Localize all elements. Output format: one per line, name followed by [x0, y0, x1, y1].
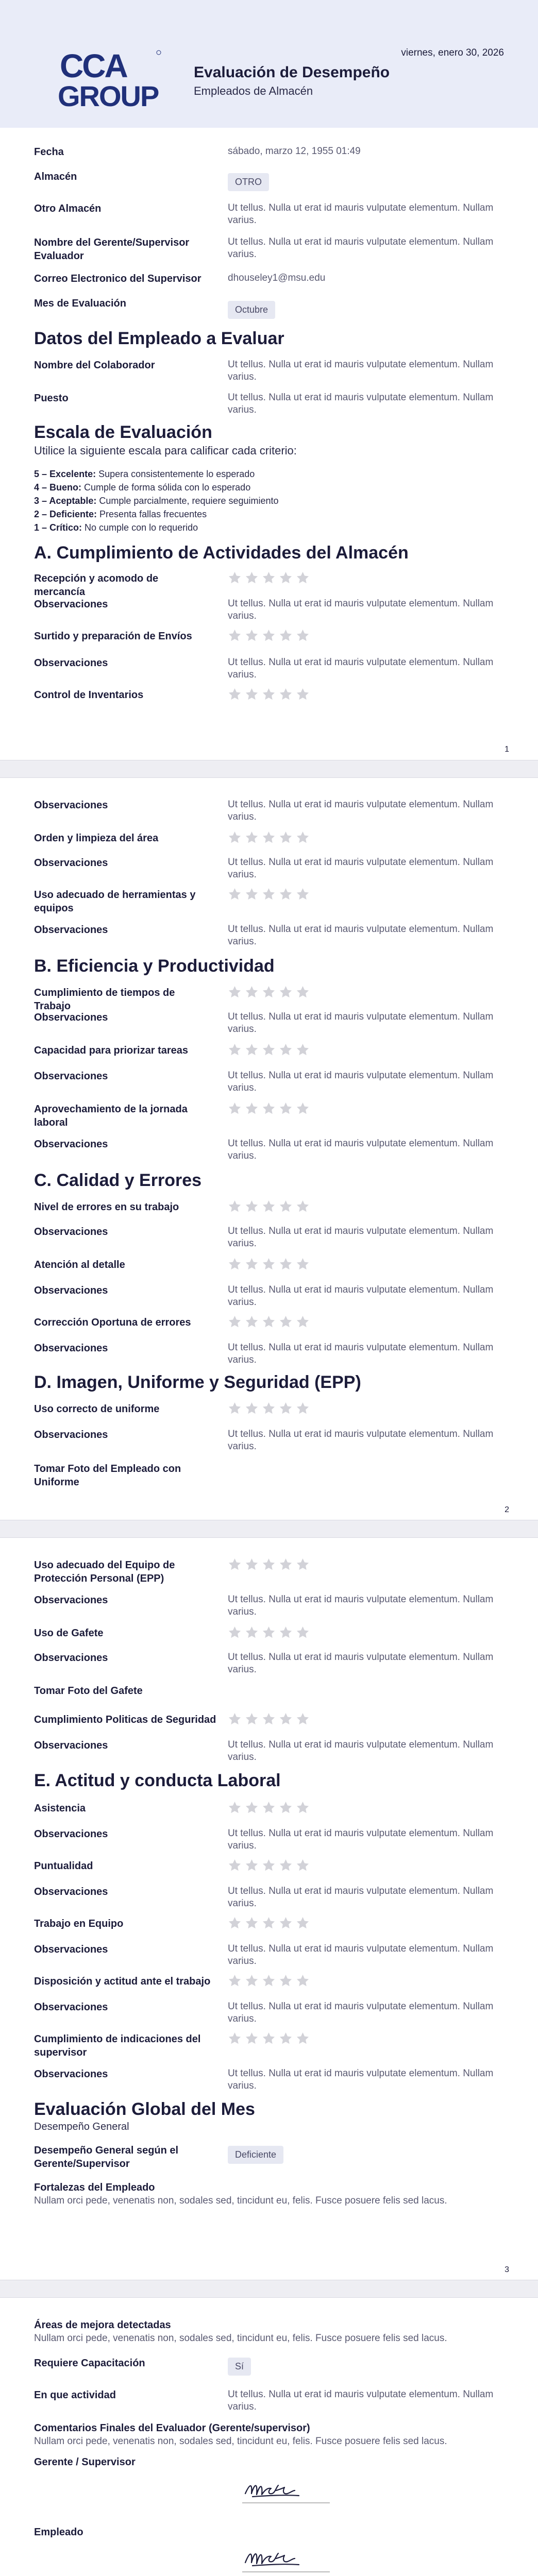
rating-stars[interactable] — [228, 887, 310, 901]
star-icon[interactable] — [296, 1557, 310, 1571]
star-icon[interactable] — [296, 687, 310, 701]
section-title-d: D. Imagen, Uniforme y Seguridad (EPP) — [34, 1372, 361, 1392]
star-icon[interactable] — [228, 1557, 242, 1571]
star-icon[interactable] — [296, 1257, 310, 1271]
star-icon[interactable] — [279, 1257, 293, 1271]
page-separator — [0, 2280, 538, 2298]
star-icon[interactable] — [262, 1315, 276, 1329]
page-subtitle: Empleados de Almacén — [194, 84, 313, 97]
criterion-label: Uso adecuado de herramientas y equipos — [34, 889, 196, 914]
star-icon[interactable] — [279, 2031, 293, 2045]
page-separator — [0, 1520, 538, 1538]
field-value: Ut tellus. Nulla ut erat id mauris vulputate elementum. Nullam varius. — [228, 857, 494, 880]
criterion-label: Asistencia — [34, 1803, 86, 1814]
criterion-label: Atención al detalle — [34, 1259, 125, 1270]
star-icon[interactable] — [296, 1315, 310, 1329]
star-icon[interactable] — [228, 687, 242, 701]
star-icon[interactable] — [296, 629, 310, 642]
star-icon[interactable] — [245, 1557, 259, 1571]
field-label: Gerente / Supervisor — [34, 2456, 136, 2468]
page-4 — [0, 2298, 538, 2576]
star-icon[interactable] — [228, 1916, 242, 1930]
criterion-label: Uso adecuado del Equipo de Protección Personal (EPP) — [34, 1560, 175, 1584]
field-label: Mes de Evaluación — [34, 298, 126, 309]
star-icon[interactable] — [279, 1043, 293, 1057]
star-icon[interactable] — [296, 1916, 310, 1930]
star-icon[interactable] — [245, 629, 259, 642]
criterion-label: Disposición y actitud ante el trabajo — [34, 1976, 211, 1987]
star-icon[interactable] — [228, 1199, 242, 1213]
field-value: Ut tellus. Nulla ut erat id mauris vulputate elementum. Nullam varius. — [228, 924, 494, 947]
star-icon[interactable] — [228, 571, 242, 585]
criterion-label: Corrección Oportuna de errores — [34, 1317, 191, 1328]
star-icon[interactable] — [262, 1916, 276, 1930]
star-icon[interactable] — [262, 985, 276, 999]
field-value: Ut tellus. Nulla ut erat id mauris vulputate elementum. Nullam varius. — [228, 1226, 494, 1249]
field-label: Observaciones — [34, 1740, 108, 1751]
field-value: Ut tellus. Nulla ut erat id mauris vulputate elementum. Nullam varius. — [228, 1342, 494, 1365]
field-value: dhouseley1@msu.edu — [228, 273, 326, 283]
star-icon[interactable] — [228, 1315, 242, 1329]
section-title-global: Evaluación Global del Mes — [34, 2099, 255, 2119]
field-label: Tomar Foto del Gafete — [34, 1685, 143, 1697]
star-icon[interactable] — [228, 1858, 242, 1872]
field-label: Observaciones — [34, 2002, 108, 2013]
page-3 — [0, 1538, 538, 2280]
star-icon[interactable] — [245, 887, 259, 901]
criterion-label: Nivel de errores en su trabajo — [34, 1201, 179, 1213]
field-value: Ut tellus. Nulla ut erat id mauris vulputate elementum. Nullam varius. — [228, 392, 494, 415]
criterion-label: Cumplimiento de tiempos de Trabajo — [34, 987, 175, 1012]
star-icon[interactable] — [296, 1199, 310, 1213]
rating-stars[interactable] — [228, 1315, 310, 1329]
field-label: Observaciones — [34, 1944, 108, 1955]
areas-mejora-text: Nullam orci pede, venenatis non, sodales sed, tincidunt eu, felis. Fusce posuere felis sed lacus. — [34, 2333, 447, 2344]
field-label: Observaciones — [34, 1429, 108, 1440]
field-label: Requiere Capacitación — [34, 2358, 145, 2369]
star-icon[interactable] — [245, 687, 259, 701]
field-label: Tomar Foto del Empleado con Uniforme — [34, 1463, 181, 1488]
rating-stars[interactable] — [228, 1625, 310, 1639]
star-icon[interactable] — [262, 1257, 276, 1271]
field-value: Ut tellus. Nulla ut erat id mauris vulputate elementum. Nullam varius. — [228, 236, 494, 260]
field-label: Fecha — [34, 146, 64, 158]
scale-item-3: 3 – Aceptable: Cumple parcialmente, requiere seguimiento — [34, 496, 279, 506]
star-icon[interactable] — [296, 1974, 310, 1988]
star-icon[interactable] — [279, 985, 293, 999]
criterion-label: Control de Inventarios — [34, 689, 144, 701]
field-label: Observaciones — [34, 857, 108, 869]
field-label: Áreas de mejora detectadas — [34, 2319, 171, 2331]
star-icon[interactable] — [296, 1625, 310, 1639]
field-value: Ut tellus. Nulla ut erat id mauris vulputate elementum. Nullam varius. — [228, 2001, 494, 2024]
fortalezas-text: Nullam orci pede, venenatis non, sodales sed, tincidunt eu, felis. Fusce posuere felis sed lacus. — [34, 2195, 447, 2206]
rating-stars[interactable] — [228, 1257, 310, 1271]
svg-text:CCA: CCA — [60, 47, 127, 84]
criterion-label: Cumplimiento Politicas de Seguridad — [34, 1714, 216, 1725]
page-title: Evaluación de Desempeño — [194, 64, 390, 81]
star-icon[interactable] — [245, 1257, 259, 1271]
signature-empleado — [242, 2540, 330, 2576]
rating-stars[interactable] — [228, 1101, 310, 1115]
star-icon[interactable] — [262, 1199, 276, 1213]
star-icon[interactable] — [296, 1801, 310, 1815]
star-icon[interactable] — [279, 1974, 293, 1988]
star-icon[interactable] — [279, 831, 293, 844]
field-value: Ut tellus. Nulla ut erat id mauris vulputate elementum. Nullam varius. — [228, 1429, 494, 1452]
field-value: Ut tellus. Nulla ut erat id mauris vulputate elementum. Nullam varius. — [228, 1011, 494, 1035]
comentarios-text: Nullam orci pede, venenatis non, sodales sed, tincidunt eu, felis. Fusce posuere felis sed lacus. — [34, 2436, 447, 2447]
field-value: Ut tellus. Nulla ut erat id mauris vulputate elementum. Nullam varius. — [228, 2389, 494, 2412]
field-value: Ut tellus. Nulla ut erat id mauris vulputate elementum. Nullam varius. — [228, 1886, 494, 1909]
star-icon[interactable] — [262, 1101, 276, 1115]
star-icon[interactable] — [245, 1625, 259, 1639]
star-icon[interactable] — [228, 1101, 242, 1115]
rating-stars[interactable] — [228, 1557, 310, 1571]
field-label: Puesto — [34, 393, 69, 404]
star-icon[interactable] — [228, 1043, 242, 1057]
star-icon[interactable] — [245, 1801, 259, 1815]
star-icon[interactable] — [245, 1043, 259, 1057]
criterion-label: Surtido y preparación de Envíos — [34, 631, 192, 642]
star-icon[interactable] — [228, 1625, 242, 1639]
rating-stars[interactable] — [228, 571, 310, 585]
star-icon[interactable] — [262, 1801, 276, 1815]
star-icon[interactable] — [228, 831, 242, 844]
star-icon[interactable] — [296, 571, 310, 585]
field-label: Observaciones — [34, 599, 108, 610]
star-icon[interactable] — [228, 1712, 242, 1726]
field-label: Observaciones — [34, 1071, 108, 1082]
section-title-escala: Escala de Evaluación — [34, 422, 212, 442]
field-value: Ut tellus. Nulla ut erat id mauris vulputate elementum. Nullam varius. — [228, 359, 494, 382]
star-icon[interactable] — [228, 1401, 242, 1415]
page-number: 3 — [505, 2265, 509, 2274]
signature-gerente — [242, 2473, 330, 2509]
field-label: Fortalezas del Empleado — [34, 2182, 155, 2193]
star-icon[interactable] — [262, 1043, 276, 1057]
star-icon[interactable] — [262, 571, 276, 585]
rating-stars[interactable] — [228, 687, 310, 701]
desempeno-chip: Deficiente — [228, 2146, 283, 2164]
field-label: Desempeño General según el Gerente/Supervisor — [34, 2145, 179, 2170]
star-icon[interactable] — [245, 1199, 259, 1213]
field-value: Ut tellus. Nulla ut erat id mauris vulputate elementum. Nullam varius. — [228, 799, 494, 822]
star-icon[interactable] — [245, 1712, 259, 1726]
field-value: Ut tellus. Nulla ut erat id mauris vulputate elementum. Nullam varius. — [228, 1739, 494, 1762]
svg-text:GROUP: GROUP — [58, 80, 159, 108]
field-value: Ut tellus. Nulla ut erat id mauris vulputate elementum. Nullam varius. — [228, 1138, 494, 1161]
star-icon[interactable] — [296, 831, 310, 844]
field-value: Ut tellus. Nulla ut erat id mauris vulputate elementum. Nullam varius. — [228, 1828, 494, 1851]
page-2 — [0, 778, 538, 1520]
page-1 — [0, 0, 538, 760]
field-value: Ut tellus. Nulla ut erat id mauris vulputate elementum. Nullam varius. — [228, 1594, 494, 1617]
criterion-label: Aprovechamiento de la jornada laboral — [34, 1104, 188, 1128]
almacen-chip: OTRO — [228, 173, 269, 191]
star-icon[interactable] — [279, 629, 293, 642]
scale-item-2: 2 – Deficiente: Presenta fallas frecuentes — [34, 509, 207, 519]
field-label: Comentarios Finales del Evaluador (Gerente/supervisor) — [34, 2422, 310, 2434]
star-icon[interactable] — [296, 1101, 310, 1115]
field-value: sábado, marzo 12, 1955 01:49 — [228, 146, 361, 157]
escala-subtitle: Utilice la siguiente escala para calificar cada criterio: — [34, 444, 297, 457]
star-icon[interactable] — [245, 1916, 259, 1930]
rating-stars[interactable] — [228, 1858, 310, 1872]
star-icon[interactable] — [262, 1401, 276, 1415]
star-icon[interactable] — [228, 985, 242, 999]
star-icon[interactable] — [245, 1401, 259, 1415]
star-icon[interactable] — [296, 1043, 310, 1057]
star-icon[interactable] — [262, 1974, 276, 1988]
star-icon[interactable] — [245, 985, 259, 999]
scale-item-1: 1 – Crítico: No cumple con lo requerido — [34, 522, 198, 533]
star-icon[interactable] — [262, 687, 276, 701]
field-value: Ut tellus. Nulla ut erat id mauris vulputate elementum. Nullam varius. — [228, 1943, 494, 1967]
criterion-label: Cumplimiento de indicaciones del supervisor — [34, 2033, 201, 2058]
star-icon[interactable] — [262, 1712, 276, 1726]
field-label: Observaciones — [34, 1012, 108, 1023]
star-icon[interactable] — [296, 887, 310, 901]
field-label: Observaciones — [34, 800, 108, 811]
star-icon[interactable] — [296, 1401, 310, 1415]
rating-stars[interactable] — [228, 1199, 310, 1213]
star-icon[interactable] — [245, 1858, 259, 1872]
rating-stars[interactable] — [228, 1043, 310, 1057]
rating-stars[interactable] — [228, 1712, 310, 1726]
mes-chip: Octubre — [228, 301, 275, 319]
star-icon[interactable] — [296, 2031, 310, 2045]
field-label: Nombre del Colaborador — [34, 360, 155, 371]
section-title-a: A. Cumplimiento de Actividades del Almacén — [34, 543, 409, 563]
field-label: En que actividad — [34, 2389, 116, 2401]
rating-stars[interactable] — [228, 2031, 310, 2045]
star-icon[interactable] — [279, 1801, 293, 1815]
capacitacion-chip: Sí — [228, 2358, 251, 2376]
star-icon[interactable] — [245, 2031, 259, 2045]
star-icon[interactable] — [228, 1257, 242, 1271]
field-label: Correo Electronico del Supervisor — [34, 273, 201, 284]
star-icon[interactable] — [228, 2031, 242, 2045]
field-label: Observaciones — [34, 2069, 108, 2080]
rating-stars[interactable] — [228, 1401, 310, 1415]
field-value: Ut tellus. Nulla ut erat id mauris vulputate elementum. Nullam varius. — [228, 1070, 494, 1093]
field-value: Ut tellus. Nulla ut erat id mauris vulputate elementum. Nullam varius. — [228, 2068, 494, 2091]
star-icon[interactable] — [262, 1858, 276, 1872]
criterion-label: Uso de Gafete — [34, 1628, 104, 1639]
field-value: Ut tellus. Nulla ut erat id mauris vulputate elementum. Nullam varius. — [228, 598, 494, 621]
field-label: Observaciones — [34, 1285, 108, 1296]
field-label: Observaciones — [34, 1226, 108, 1238]
star-icon[interactable] — [262, 2031, 276, 2045]
rating-stars[interactable] — [228, 985, 310, 999]
field-label: Observaciones — [34, 1828, 108, 1840]
field-label: Nombre del Gerente/Supervisor Evaluador — [34, 237, 190, 262]
star-icon[interactable] — [228, 1801, 242, 1815]
rating-stars[interactable] — [228, 1916, 310, 1930]
star-icon[interactable] — [279, 1199, 293, 1213]
rating-stars[interactable] — [228, 629, 310, 642]
star-icon[interactable] — [262, 1557, 276, 1571]
field-value: Ut tellus. Nulla ut erat id mauris vulputate elementum. Nullam varius. — [228, 202, 494, 226]
star-icon[interactable] — [279, 1712, 293, 1726]
field-label: Observaciones — [34, 1343, 108, 1354]
field-label: Otro Almacén — [34, 203, 102, 214]
cca-group-logo — [58, 47, 164, 108]
criterion-label: Capacidad para priorizar tareas — [34, 1045, 189, 1056]
star-icon[interactable] — [296, 985, 310, 999]
section-title-c: C. Calidad y Errores — [34, 1171, 202, 1190]
star-icon[interactable] — [296, 1858, 310, 1872]
star-icon[interactable] — [262, 887, 276, 901]
star-icon[interactable] — [245, 1974, 259, 1988]
page-number: 1 — [505, 745, 509, 754]
rating-stars[interactable] — [228, 831, 310, 844]
star-icon[interactable] — [245, 1315, 259, 1329]
field-value: Ut tellus. Nulla ut erat id mauris vulputate elementum. Nullam varius. — [228, 1284, 494, 1308]
section-title-b: B. Eficiencia y Productividad — [34, 956, 275, 976]
star-icon[interactable] — [245, 1101, 259, 1115]
star-icon[interactable] — [228, 887, 242, 901]
scale-item-4: 4 – Bueno: Cumple de forma sólida con lo esperado — [34, 482, 251, 493]
header-band — [0, 0, 538, 128]
star-icon[interactable] — [296, 1712, 310, 1726]
star-icon[interactable] — [279, 1557, 293, 1571]
star-icon[interactable] — [279, 1916, 293, 1930]
field-label: Observaciones — [34, 1595, 108, 1606]
star-icon[interactable] — [228, 629, 242, 642]
field-label: Observaciones — [34, 1139, 108, 1150]
star-icon[interactable] — [279, 1401, 293, 1415]
field-label: Empleado — [34, 2527, 83, 2538]
field-value: Ut tellus. Nulla ut erat id mauris vulputate elementum. Nullam varius. — [228, 657, 494, 680]
criterion-label: Puntualidad — [34, 1860, 93, 1872]
star-icon[interactable] — [245, 571, 259, 585]
page-separator — [0, 760, 538, 778]
field-label: Observaciones — [34, 924, 108, 936]
criterion-label: Trabajo en Equipo — [34, 1918, 124, 1929]
field-label: Almacén — [34, 171, 77, 182]
scale-item-5: 5 – Excelente: Supera consistentemente lo esperado — [34, 469, 255, 479]
field-label: Observaciones — [34, 1886, 108, 1897]
star-icon[interactable] — [228, 1974, 242, 1988]
star-icon[interactable] — [279, 887, 293, 901]
criterion-label: Uso correcto de uniforme — [34, 1403, 160, 1415]
criterion-label: Recepción y acomodo de mercancía — [34, 573, 159, 598]
section-title-empleado: Datos del Empleado a Evaluar — [34, 329, 284, 348]
criterion-label: Orden y limpieza del área — [34, 833, 159, 844]
section-title-e: E. Actitud y conducta Laboral — [34, 1771, 281, 1790]
star-icon[interactable] — [262, 1625, 276, 1639]
report-date: viernes, enero 30, 2026 — [401, 47, 504, 58]
star-icon[interactable] — [245, 831, 259, 844]
star-icon[interactable] — [279, 1625, 293, 1639]
star-icon[interactable] — [262, 831, 276, 844]
field-label: Observaciones — [34, 1652, 108, 1664]
star-icon[interactable] — [262, 629, 276, 642]
star-icon[interactable] — [279, 1315, 293, 1329]
rating-stars[interactable] — [228, 1974, 310, 1988]
star-icon[interactable] — [279, 687, 293, 701]
page-number: 2 — [505, 1505, 509, 1514]
global-subtitle: Desempeño General — [34, 2121, 129, 2132]
rating-stars[interactable] — [228, 1801, 310, 1815]
star-icon[interactable] — [279, 1101, 293, 1115]
star-icon[interactable] — [279, 571, 293, 585]
star-icon[interactable] — [279, 1858, 293, 1872]
field-label: Observaciones — [34, 657, 108, 669]
field-value: Ut tellus. Nulla ut erat id mauris vulputate elementum. Nullam varius. — [228, 1652, 494, 1675]
